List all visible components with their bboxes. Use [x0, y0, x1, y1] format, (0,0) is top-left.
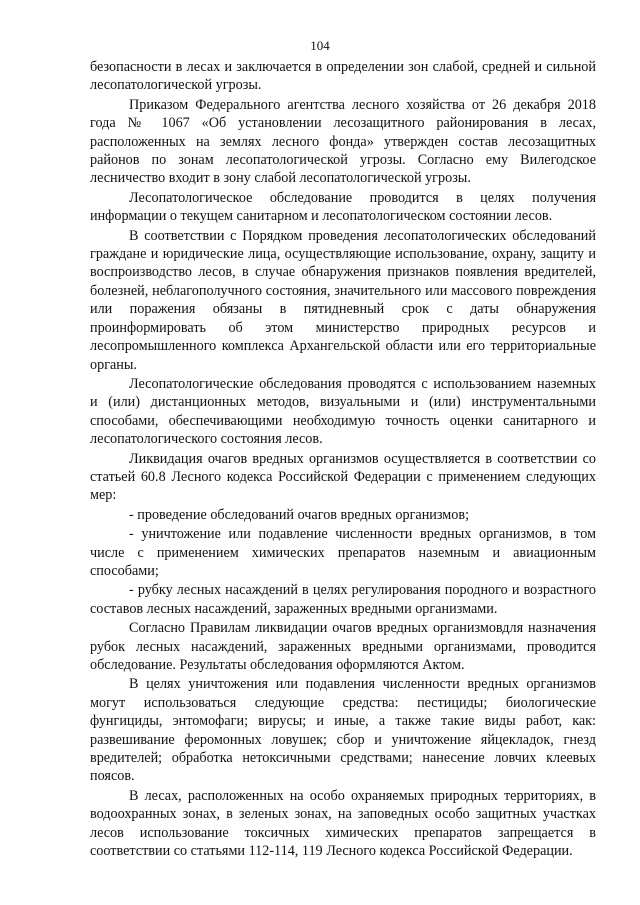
paragraph-protected-areas: В лесах, расположенных на особо охраняемых природных территориях, в водоохранных зонах, в зеленых зонах, на заповедных особо защитных участках лесов использование токсичных химических препаратов запрещается в соответствии со статьями 112-114, 119 Лесного кодекса Российской Федерации. — [90, 787, 596, 860]
paragraph-survey-procedure: В соответствии с Порядком проведения лесопатологических обследований граждане и юридические лица, осуществляющие использование, охрану, защиту и воспроизводство лесов, в случае обнаружения признаков появления вредителей, болезней, неблагополучного состояния, значительного или массового повреждения или поражения обязаны в пятидневный срок с даты обнаружения проинформировать об этом министерство природных ресурсов и лесопромышленного комплекса Архангельской области или его территориальные органы. — [90, 227, 596, 373]
document-body — [90, 58, 596, 860]
list-item-destruction: - уничтожение или подавление численности вредных организмов, в том числе с применением химических препаратов наземным и авиационным способами; — [90, 526, 596, 579]
paragraph-survey-methods: Лесопатологические обследования проводятся с использованием наземных и (или) дистанционных методов, визуальными и (или) инструментальными способами, обеспечивающими необходимую точность оценки санитарного и лесопатологического состояния лесов. — [90, 375, 596, 448]
paragraph-continuation: безопасности в лесах и заключается в определении зон слабой, средней и сильной лесопатологической угрозы. — [90, 59, 596, 94]
list-item-felling: - рубку лесных насаждений в целях регулирования породного и возрастного составов лесных насаждений, зараженных вредными организмами. — [90, 582, 596, 617]
paragraph-survey-purpose: Лесопатологическое обследование проводится в целях получения информации о текущем санитарном и лесопатологическом состоянии лесов. — [90, 189, 596, 225]
page-number: 104 — [310, 38, 330, 53]
paragraph-control-means: В целях уничтожения или подавления численности вредных организмов могут использоваться следующие средства: пестициды; биологические фунгициды, энтомофаги; вирусы; и иные, а также такие виды работ, как: развешивание феромонных ловушек; сбор и уничтожение яйцекладок, гнезд вредителей; обработка нетоксичными средствами; нанесение ловчих клеевых поясов. — [90, 676, 596, 785]
paragraph-rules-survey: Согласно Правилам ликвидации очагов вредных организмовдля назначения рубок лесных насаждений, зараженных вредными организмами, проводится обследование. Результаты обследования оформляются Актом. — [90, 620, 596, 673]
paragraph-liquidation-intro: Ликвидация очагов вредных организмов осуществляется в соответствии со статьей 60.8 Лесного кодекса Российской Федерации с применением следующих мер: — [90, 450, 596, 504]
paragraph-order-1067: Приказом Федерального агентства лесного хозяйства от 26 декабря 2018 года № 1067 «Об установлении лесозащитного районирования в лесах, расположенных на землях лесного фонда» утвержден состав лесозащитных районов по зонам лесопатологической угрозы. Согласно ему Вилегодское лесничество входит в зону слабой лесопатологической угрозы. — [90, 96, 596, 187]
list-item-surveys: - проведение обследований очагов вредных организмов; — [129, 506, 470, 523]
